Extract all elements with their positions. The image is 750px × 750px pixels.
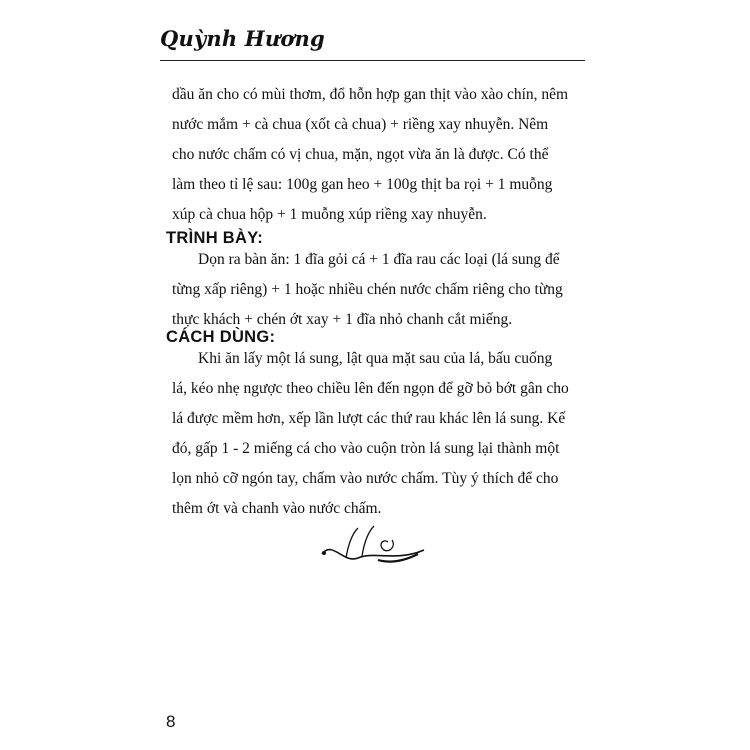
- section-heading-usage: CÁCH DÙNG:: [166, 328, 276, 346]
- text-line: dầu ăn cho có mùi thơm, đổ hỗn hợp gan thịt vào xào chín, nêm: [172, 86, 569, 103]
- text-line: cho nước chấm có vị chua, mặn, ngọt vừa ăn là được. Có thể: [172, 146, 549, 163]
- text-line: thêm ớt và chanh vào nước chấm.: [172, 500, 382, 517]
- text-line: nước mắm + cà chua (xốt cà chua) + riềng xay nhuyễn. Nêm: [172, 116, 549, 133]
- text-line: Khi ăn lấy một lá sung, lật qua mặt sau của lá, bấu cuống: [198, 350, 553, 367]
- paragraph-usage: [172, 344, 584, 524]
- running-header-title: Quỳnh Hương: [160, 26, 325, 51]
- text-line: thực khách + chén ớt xay + 1 đĩa nhỏ chanh cắt miếng.: [172, 311, 513, 328]
- text-line: từng xấp riêng) + 1 hoặc nhiều chén nước chấm riêng cho từng: [172, 281, 563, 298]
- header-rule: [160, 60, 585, 61]
- text-line: xúp cà chua hộp + 1 muỗng xúp riềng xay nhuyễn.: [172, 206, 487, 223]
- text-line: lọn nhỏ cỡ ngón tay, chấm vào nước chấm. Tùy ý thích để cho: [172, 470, 559, 487]
- text-line: đó, gấp 1 - 2 miếng cá cho vào cuộn tròn lá sung lại thành một: [172, 440, 560, 457]
- paragraph-sauce-recipe: [172, 80, 584, 230]
- paragraph-presentation: [172, 245, 584, 335]
- flourish-ornament-icon: [318, 520, 428, 576]
- page-number: 8: [166, 712, 176, 731]
- text-line: Dọn ra bàn ăn: 1 đĩa gỏi cá + 1 đĩa rau các loại (lá sung để: [198, 251, 560, 268]
- text-line: lá, kéo nhẹ ngược theo chiều lên đến ngọn để gỡ bỏ bớt gân cho: [172, 380, 569, 397]
- section-heading-presentation: TRÌNH BÀY:: [166, 229, 264, 247]
- text-line: làm theo tỉ lệ sau: 100g gan heo + 100g thịt ba rọi + 1 muỗng: [172, 176, 553, 193]
- text-line: lá được mềm hơn, xếp lần lượt các thứ rau khác lên lá sung. Kế: [172, 410, 566, 427]
